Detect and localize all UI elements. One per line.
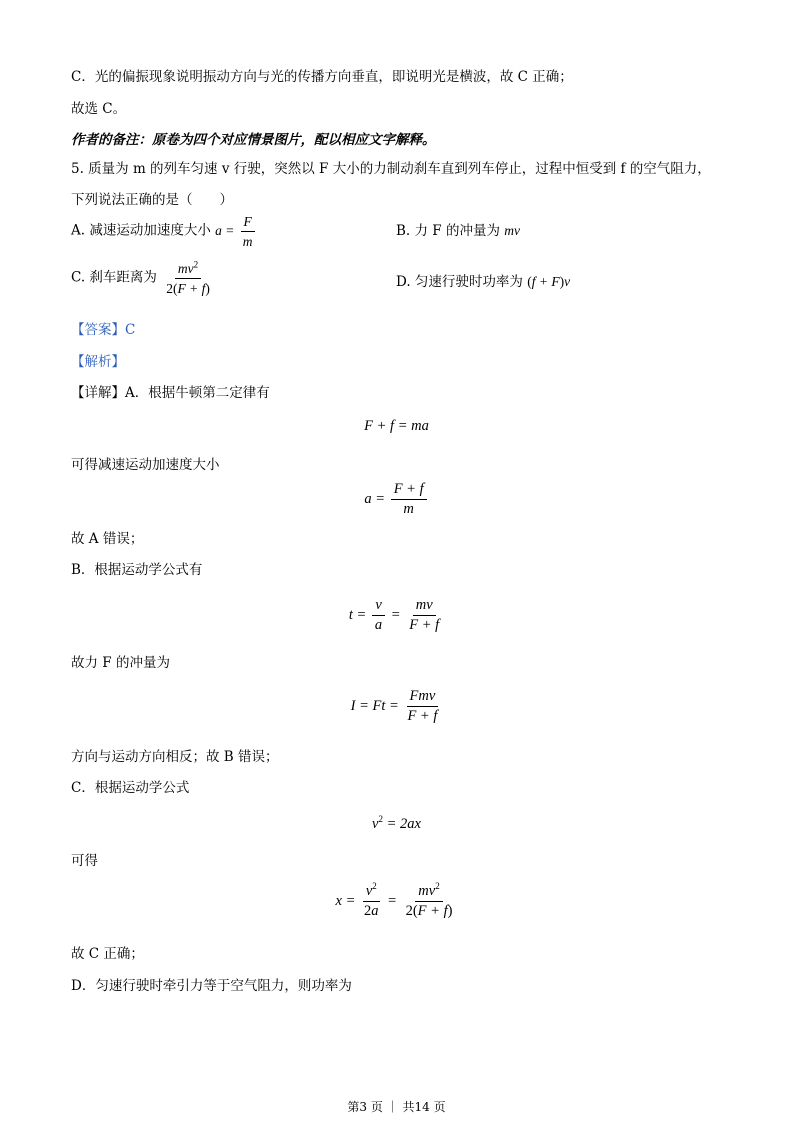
a-wrong-text: 故 A 错误； [71, 531, 144, 547]
b-wrong-text: 方向与运动方向相反；故 B 错误； [71, 749, 279, 765]
author-note: 作者的备注：原卷为四个对应情景图片，配以相应文字解释。 [71, 132, 436, 148]
option-a-formula: a = $\frac{F}{m}$ [215, 223, 257, 238]
equation-distance: x = $\frac{v^2}{2a}$ = $\frac{mv^2}{2(F + f)}$ [335, 881, 453, 919]
c-right-text: 故 C 正确； [71, 946, 144, 962]
b-kinematics-text: B．根据运动学公式有 [71, 562, 203, 578]
equation-time: t = $\frac{v}{a}$ = $\frac{mv}{F + f}$ [348, 597, 440, 633]
option-d [396, 273, 570, 291]
option-b-label: B. 力 F 的冲量为 [396, 223, 500, 239]
detail-a-text: 【详解】A．根据牛顿第二定律有 [71, 385, 270, 401]
equation-acceleration: a = $\frac{F + f}{m}$ [0, 481, 793, 518]
deceleration-text: 可得减速运动加速度大小 [71, 457, 220, 473]
option-c-label: C. 刹车距离为 [71, 269, 157, 286]
c-get-text: 可得 [71, 853, 98, 869]
option-b [396, 222, 520, 240]
question-5-line-1: 5. 质量为 m 的列车匀速 v 行驶，突然以 F 大小的力制动刹车直到列车停止，过程中恒受到 f 的空气阻力， [71, 161, 711, 177]
b-impulse-text: 故力 F 的冲量为 [71, 655, 170, 671]
equation-newton: F + f = ma [364, 418, 429, 434]
choose-c-text: 故选 C。 [71, 101, 127, 117]
analysis-label: 【解析】 [71, 354, 125, 370]
equation-impulse: I = Ft = $\frac{\text{Fmv}}{F + f}$ [350, 688, 438, 724]
equation-velocity-squared: $v^2 = 2ax$ [372, 814, 421, 832]
answer-label: 【答案】C [71, 322, 136, 338]
option-a [71, 213, 258, 250]
option-b-formula: mv [504, 223, 520, 238]
c-kinematics-text: C．根据运动学公式 [71, 780, 190, 796]
d-text: D．匀速行驶时牵引力等于空气阻力，则功率为 [71, 978, 352, 994]
option-d-formula: (f + F)v [527, 274, 571, 289]
option-c [71, 260, 215, 297]
page-footer: 第3 页 ｜ 共14 页 [347, 1100, 446, 1114]
option-d-label: D. 匀速行驶时功率为 [396, 274, 523, 290]
question-5-line-2: 下列说法正确的是（ ） [71, 192, 233, 208]
option-c-previous-explanation: C．光的偏振现象说明振动方向与光的传播方向垂直，即说明光是横波，故 C 正确； [71, 69, 573, 85]
option-c-formula: $\frac{mv^2}{2(F + f)}$ [166, 259, 210, 296]
option-a-label: A. 减速运动加速度大小 [71, 222, 211, 239]
